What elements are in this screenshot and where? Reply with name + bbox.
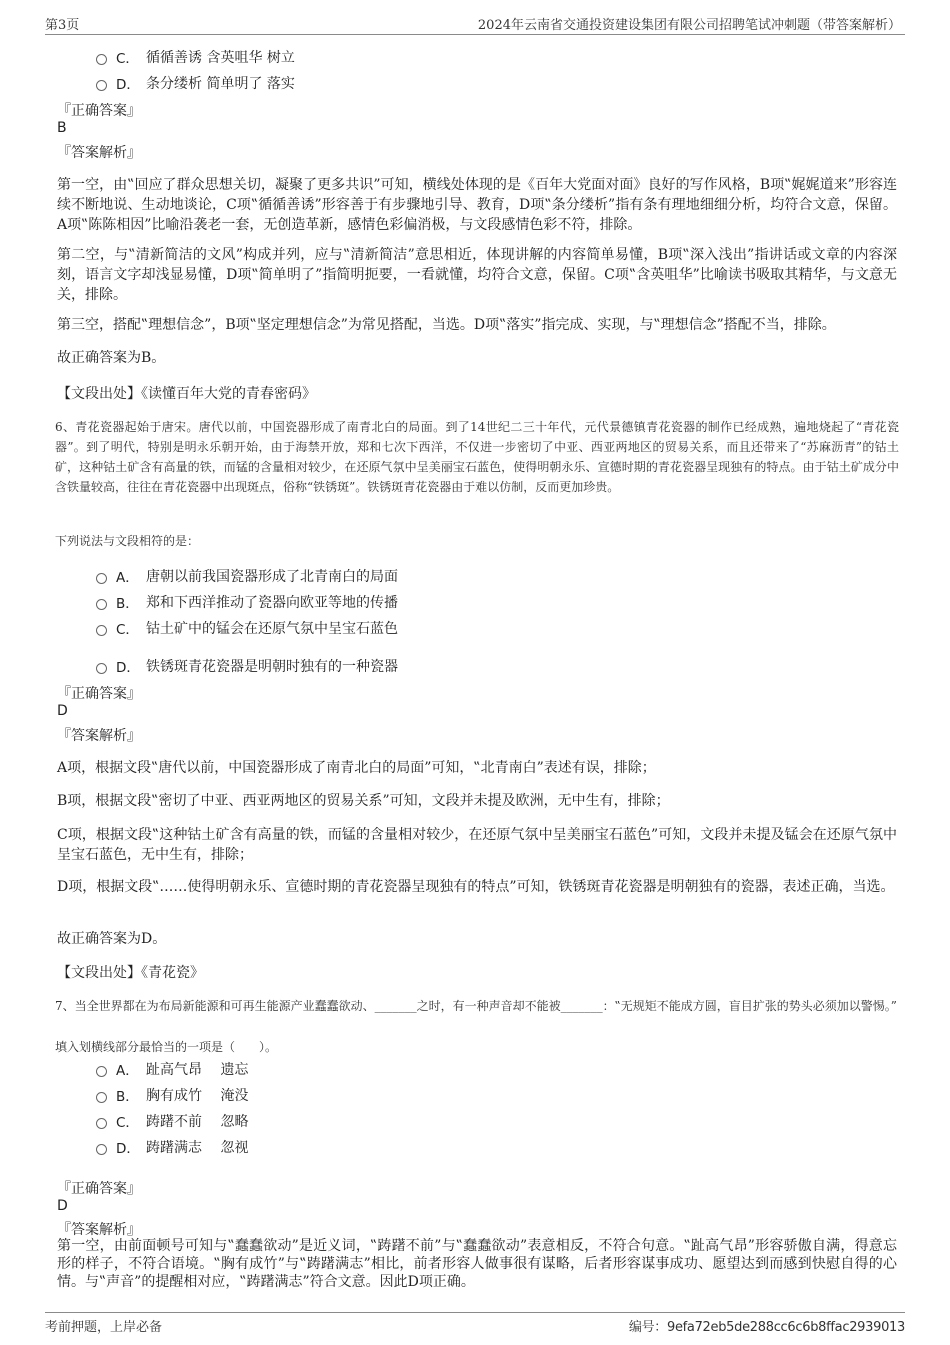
q5-source: 【文段出处】《读懂百年大党的青春密码》 [57, 386, 316, 402]
q7-analysis: 第一空，由前面顿号可知与‟蠢蠢欲动”是近义词，‟踌躇不前”与‟蠢蠢欲动”表意相反，不符合句意。‟趾高气昂”形容骄傲自满，得意忘形的样子，不符合语境。‟胸有成竹”与‟踌躇满志”相比，前者形容人做事很有谋略，后者形容谋事成功、愿望达到而感到快慰自得的心情。与‟声音”的提醒相对应，‟踌躇满志”符合文意。因此D项正确。 [57, 1238, 897, 1290]
option-letter: C． [116, 622, 139, 638]
option-text: 踌躇满志 忽视 [146, 1140, 249, 1156]
document-title: 2024年云南省交通投资建设集团有限公司招聘笔试冲刺题（带答案解析） [477, 18, 901, 33]
option-text: 郑和下西洋推动了瓷器向欧亚等地的传播 [146, 595, 398, 611]
option-text: 条分缕析 简单明了 落实 [146, 76, 295, 92]
q5-answer: B [57, 120, 67, 136]
option-text: 踌躇不前 忽略 [146, 1114, 249, 1130]
radio-icon[interactable] [96, 1118, 107, 1129]
q7-answer-label: 『正确答案』 [57, 1181, 141, 1197]
q7-option-c[interactable] [96, 1111, 248, 1131]
q5-analysis-label: 『答案解析』 [57, 145, 141, 161]
q6-source: 【文段出处】《青花瓷》 [57, 965, 204, 981]
option-letter: C． [116, 51, 139, 67]
q6-analysis-b: B项，根据文段‟密切了中亚、西亚两地区的贸易关系”可知，文段并未提及欧洲，无中生有，排除； [57, 793, 670, 809]
q6-analysis-d: D项，根据文段‟……使得明朝永乐、宣德时期的青花瓷器呈现独有的特点”可知，铁锈斑青花瓷器是明朝独有的瓷器，表述正确，当选。 [57, 879, 895, 895]
q7-option-b[interactable] [96, 1085, 248, 1105]
q6-option-a[interactable] [96, 566, 398, 586]
document-id: 编号：9efa72eb5de288cc6c6b8ffac2939013 [628, 1320, 905, 1335]
option-letter: C． [116, 1115, 139, 1131]
option-text: 循循善诱 含英咀华 树立 [146, 50, 295, 66]
radio-icon[interactable] [96, 1066, 107, 1077]
q6-option-d[interactable] [96, 656, 398, 676]
q6-passage: 6、青花瓷器起始于唐宋。唐代以前，中国瓷器形成了南青北白的局面。到了14世纪二三十年代，元代景德镇青花瓷器的制作已经成熟，遍地烧起了“青花瓷器”。到了明代，特别是明永乐朝开始，由于海禁开放，郑和七次下西洋，不仅进一步密切了中亚、西亚两地区的贸易关系，而且还带来了“苏麻沥青”的钴土矿，这种钴土矿含有高量的铁，而锰的含量相对较少，在还原气氛中呈美丽宝石蓝色，使得明朝永乐、宣德时期的青花瓷器呈现独有的特点。由于钴土矿成分中含铁量较高，往往在青花瓷器中出现斑点，俗称“铁锈斑”。铁锈斑青花瓷器由于难以仿制，反而更加珍贵。 [55, 420, 899, 494]
option-letter: D． [116, 1141, 140, 1157]
q5-analysis-p2: 第二空，与‟清新简洁的文风”构成并列，应与‟清新简洁”意思相近，体现讲解的内容简单易懂，B项‟深入浅出”指讲话或文章的内容深刻，语言文字却浅显易懂，D项‟简单明了”指简明扼要，一看就懂，均符合文意，保留。C项‟含英咀华”比喻读书吸取其精华，与文意无关，排除。 [57, 247, 897, 303]
q6-analysis-conclusion: 故正确答案为D。 [57, 931, 167, 947]
q5-analysis-p1: 第一空，由‟回应了群众思想关切，凝聚了更多共识”可知，横线处体现的是《百年大党面对面》良好的写作风格，B项‟娓娓道来”形容连续不断地说、生动地谈论，C项‟循循善诱”形容善于有步骤地引导、教育，D项‟条分缕析”指有条有理地细细分析，均符合文意，保留。A项‟陈陈相因”比喻沿袭老一套，无创造革新，感情色彩偏消极，与文段感情色彩不符，排除。 [57, 177, 897, 233]
q6-analysis-a: A项，根据文段‟唐代以前，中国瓷器形成了南青北白的局面”可知，‟北青南白”表述有误，排除； [57, 760, 656, 776]
option-letter: D． [116, 77, 140, 93]
option-text: 唐朝以前我国瓷器形成了北青南白的局面 [146, 569, 398, 585]
option-text: 趾高气昂 遗忘 [146, 1062, 249, 1078]
q7-passage: 7、当全世界都在为布局新能源和可再生能源产业蠢蠢欲动、_______之时，有一种声音却不能被_______：‟无规矩不能成方圆，盲目扩张的势头必须加以警惕。” [55, 999, 897, 1013]
option-letter: A． [116, 1063, 139, 1079]
q6-prompt: 下列说法与文段相符的是： [55, 534, 200, 548]
q5-option-d[interactable] [96, 73, 295, 93]
q6-option-b[interactable] [96, 592, 398, 612]
q5-answer-label: 『正确答案』 [57, 103, 141, 119]
q6-answer-label: 『正确答案』 [57, 686, 141, 702]
radio-icon[interactable] [96, 599, 107, 610]
footer-slogan: 考前押题，上岸必备 [45, 1320, 163, 1335]
q6-analysis-c: C项，根据文段‟这种钴土矿含有高量的铁，而锰的含量相对较少，在还原气氛中呈美丽宝石蓝色”可知，文段并未提及锰会在还原气氛中呈宝石蓝色，无中生有，排除； [57, 827, 897, 863]
page-footer [45, 1312, 905, 1335]
q5-analysis-p3: 第三空，搭配‟理想信念”，B项‟坚定理想信念”为常见搭配，当选。D项‟落实”指完成、实现，与‟理想信念”搭配不当，排除。 [57, 317, 836, 333]
q6-analysis-label: 『答案解析』 [57, 728, 141, 744]
option-letter: D． [116, 660, 140, 676]
radio-icon[interactable] [96, 663, 107, 674]
option-text: 铁锈斑青花瓷器是明朝时独有的一种瓷器 [146, 659, 398, 675]
q6-answer: D [57, 703, 68, 719]
q7-prompt: 填入划横线部分最恰当的一项是（ ）。 [55, 1040, 278, 1054]
option-text: 钴土矿中的锰会在还原气氛中呈宝石蓝色 [146, 621, 398, 637]
q6-option-c[interactable] [96, 618, 398, 638]
q7-analysis-label: 『答案解析』 [57, 1222, 141, 1238]
radio-icon[interactable] [96, 80, 107, 91]
q5-option-c[interactable] [96, 47, 295, 67]
q5-analysis-conclusion: 故正确答案为B。 [57, 350, 166, 366]
radio-icon[interactable] [96, 1092, 107, 1103]
option-text: 胸有成竹 淹没 [146, 1088, 249, 1104]
q7-option-a[interactable] [96, 1059, 248, 1079]
radio-icon[interactable] [96, 573, 107, 584]
option-letter: B． [116, 596, 139, 612]
radio-icon[interactable] [96, 625, 107, 636]
page-header [45, 12, 905, 35]
radio-icon[interactable] [96, 54, 107, 65]
option-letter: A． [116, 570, 139, 586]
radio-icon[interactable] [96, 1144, 107, 1155]
page-number: 第3页 [45, 18, 80, 33]
q7-answer: D [57, 1198, 68, 1214]
q7-option-d[interactable] [96, 1137, 248, 1157]
option-letter: B． [116, 1089, 139, 1105]
